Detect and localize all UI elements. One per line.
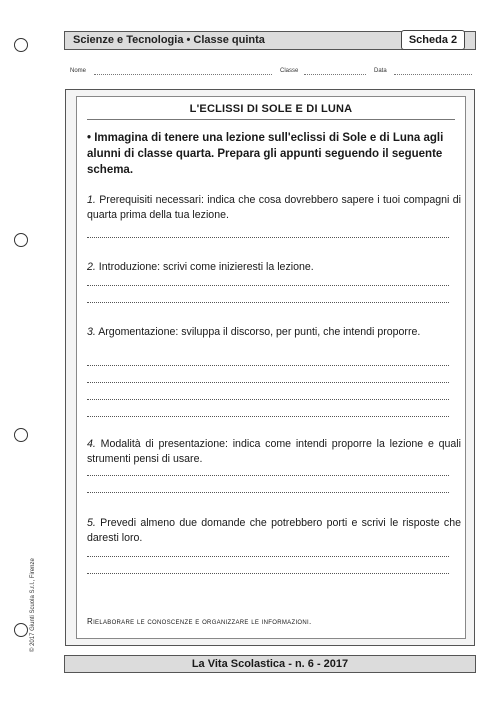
question-number: 4. xyxy=(87,438,96,450)
question-5 xyxy=(87,516,461,546)
answer-line[interactable] xyxy=(87,302,449,303)
binder-hole-2 xyxy=(14,233,28,247)
answer-line[interactable] xyxy=(87,492,449,493)
question-number: 1. xyxy=(87,194,96,206)
question-2 xyxy=(87,260,461,275)
title-divider xyxy=(87,119,455,120)
answer-line[interactable] xyxy=(87,416,449,417)
answer-line[interactable] xyxy=(87,285,449,286)
question-text: Prerequisiti necessari: indica che cosa dovrebbero sapere i tuoi compagni di quarta prima della tua lezione. xyxy=(87,194,461,221)
date-field[interactable] xyxy=(394,68,472,75)
answer-line[interactable] xyxy=(87,382,449,383)
class-field[interactable] xyxy=(304,68,366,75)
answer-line[interactable] xyxy=(87,556,449,557)
answer-line[interactable] xyxy=(87,573,449,574)
question-number: 5. xyxy=(87,517,96,529)
question-3 xyxy=(87,325,461,340)
worksheet-title: L'ECLISSI DI SOLE E DI LUNA xyxy=(189,103,353,115)
copyright-notice: © 2017 Giunti Scuola S.r.l., Firenze xyxy=(30,558,36,652)
question-4 xyxy=(87,437,461,467)
student-info-row xyxy=(70,68,476,80)
question-text: Modalità di presentazione: indica come intendi proporre la lezione e quali strumenti pensi di usare. xyxy=(87,438,461,465)
footer-bar xyxy=(64,655,476,673)
answer-line[interactable] xyxy=(87,237,449,238)
question-number: 2. xyxy=(87,261,96,273)
name-field[interactable] xyxy=(94,68,272,75)
answer-line[interactable] xyxy=(87,399,449,400)
question-text: Argomentazione: sviluppa il discorso, per punti, che intendi proporre. xyxy=(98,326,421,338)
publication-info: La Vita Scolastica - n. 6 - 2017 xyxy=(191,658,349,670)
sheet-tab: Scheda 2 xyxy=(401,30,465,50)
header-subject: Scienze e Tecnologia • Classe quinta xyxy=(73,34,265,46)
class-label: Classe xyxy=(280,68,299,74)
question-1 xyxy=(87,193,461,223)
question-number: 3. xyxy=(87,326,96,338)
binder-hole-4 xyxy=(14,623,28,637)
answer-line[interactable] xyxy=(87,475,449,476)
question-text: Introduzione: scrivi come inizieresti la lezione. xyxy=(98,261,314,273)
header-bar xyxy=(64,31,476,50)
intro-instruction: • Immagina di tenere una lezione sull'eclissi di Sole e di Luna agli alunni di classe quarta. Prepara gli appunti seguendo il seguente schema. xyxy=(87,132,444,176)
question-text: Prevedi almeno due domande che potrebbero porti e scrivi le risposte che daresti loro. xyxy=(87,517,461,544)
skill-note: Rielaborare le conoscenze e organizzare le informazioni. xyxy=(87,617,312,626)
date-label: Data xyxy=(374,68,387,74)
worksheet-frame xyxy=(65,89,475,646)
name-label: Nome xyxy=(70,68,87,74)
worksheet-content xyxy=(76,96,466,639)
binder-hole-1 xyxy=(14,38,28,52)
binder-hole-3 xyxy=(14,428,28,442)
answer-line[interactable] xyxy=(87,365,449,366)
